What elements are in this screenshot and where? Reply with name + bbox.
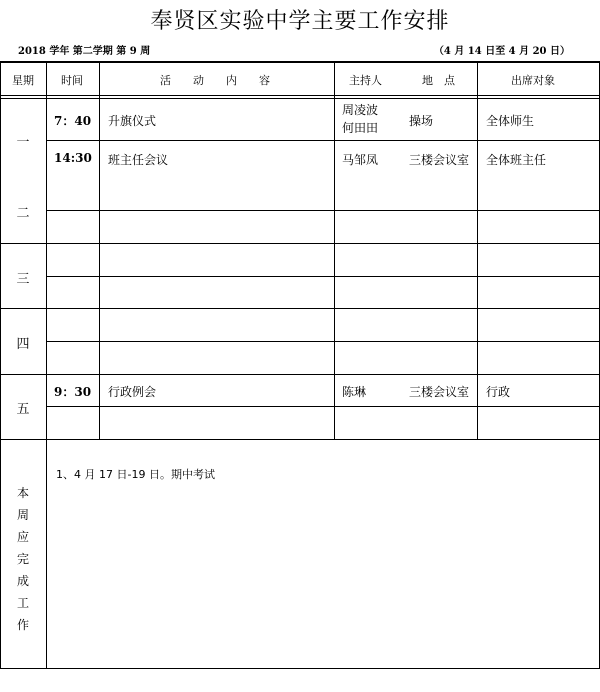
row-divider bbox=[46, 341, 600, 342]
row-activity: 班主任会议 bbox=[108, 153, 169, 167]
row-place: 三楼会议室 bbox=[409, 153, 470, 167]
day-divider bbox=[0, 243, 600, 244]
row-attendees: 行政 bbox=[486, 385, 511, 399]
day-monday: 一 bbox=[16, 135, 30, 150]
weekly-tasks-label bbox=[14, 482, 32, 636]
row-attendees: 全体班主任 bbox=[486, 153, 547, 167]
weekly-tasks-label-char: 完 bbox=[16, 552, 29, 566]
row-place: 操场 bbox=[409, 114, 434, 128]
term-info: 2018 学年 第二学期 第 9 周 bbox=[18, 46, 151, 57]
page-title: 奉贤区实验中学主要工作安排 bbox=[150, 9, 450, 34]
day-friday: 五 bbox=[16, 402, 30, 417]
table-border-left bbox=[0, 61, 1, 669]
row-host: 陈琳 bbox=[342, 385, 367, 399]
day-wednesday: 三 bbox=[16, 272, 30, 287]
header-time: 时间 bbox=[61, 74, 83, 87]
day-tuesday: 二 bbox=[16, 206, 30, 221]
day-divider bbox=[0, 308, 600, 309]
weekly-tasks-label-char: 本 bbox=[16, 486, 29, 500]
row-attendees: 全体师生 bbox=[486, 114, 535, 128]
weekly-tasks-label-char: 成 bbox=[16, 574, 29, 588]
day-divider bbox=[0, 374, 600, 375]
row-divider bbox=[46, 210, 600, 211]
col-divider bbox=[99, 61, 100, 440]
header-day: 星期 bbox=[12, 74, 34, 87]
header-place: 地 点 bbox=[422, 74, 455, 87]
row-time: 9：30 bbox=[54, 385, 92, 399]
date-range: （4 月 14 日至 4 月 20 日） bbox=[433, 46, 570, 57]
header-row-divider bbox=[0, 95, 600, 96]
row-activity: 升旗仪式 bbox=[108, 114, 157, 128]
weekly-tasks-label-char: 工 bbox=[16, 596, 29, 610]
row-time: 7：40 bbox=[54, 114, 92, 128]
table-border-top bbox=[0, 61, 600, 63]
weekly-tasks-label-char: 应 bbox=[16, 530, 29, 544]
row-activity: 行政例会 bbox=[108, 385, 157, 399]
row-host: 马邹凤 bbox=[342, 153, 379, 167]
weekly-task-item: 1、4 月 17 日-19 日。期中考试 bbox=[56, 468, 215, 481]
header-row-divider-double bbox=[0, 98, 600, 99]
table-border-bottom bbox=[0, 668, 600, 669]
col-divider bbox=[334, 61, 335, 440]
header-host: 主持人 bbox=[349, 74, 382, 87]
header-activity: 活 动 内 容 bbox=[160, 74, 270, 87]
weekly-tasks-label-char: 作 bbox=[16, 618, 29, 632]
row-divider bbox=[46, 276, 600, 277]
col-divider bbox=[46, 61, 47, 669]
header-attendees: 出席对象 bbox=[511, 74, 555, 87]
day-thursday: 四 bbox=[16, 337, 30, 352]
day-divider bbox=[0, 439, 600, 440]
col-divider bbox=[477, 61, 478, 440]
row-host: 周凌波 何田田 bbox=[342, 103, 379, 135]
row-place: 三楼会议室 bbox=[409, 385, 470, 399]
row-divider bbox=[46, 406, 600, 407]
row-time: 14:30 bbox=[54, 151, 92, 165]
row-divider bbox=[46, 140, 600, 141]
weekly-tasks-label-char: 周 bbox=[16, 508, 29, 522]
